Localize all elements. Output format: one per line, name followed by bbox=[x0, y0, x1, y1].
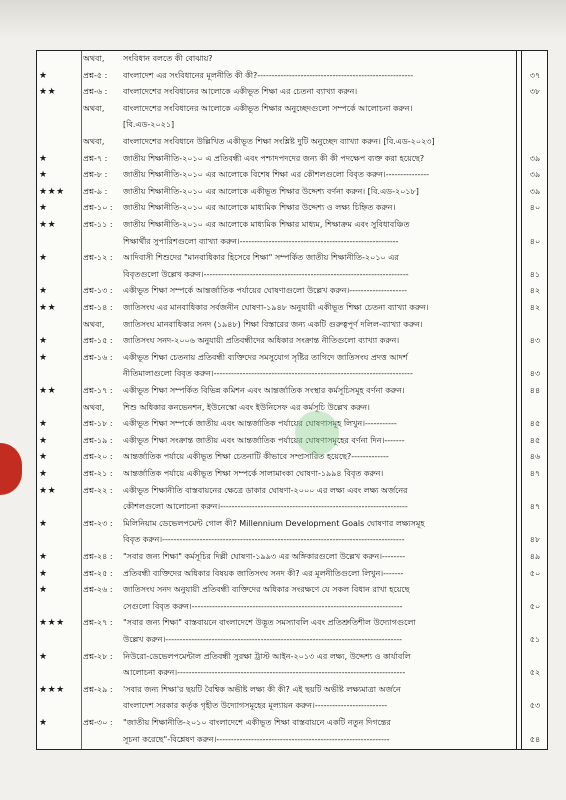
question-text: জাতীয় শিক্ষানীতি-২০১০ এর আলোকে মাধ্যমিক শিক্ষার উদ্দেশ্য ও লক্ষ্য চিহ্নিত করুন। bbox=[123, 203, 396, 213]
importance-stars: ★ bbox=[39, 585, 48, 596]
contents-row bbox=[37, 219, 549, 236]
question-text: জাতিসংঘ এর মানবাধিকার সর্বজনীন ঘোষণা-১৯৪৮ অনুযায়ী একীভূত শিক্ষা চেতনা ব্যাখ্যা করুন। bbox=[123, 303, 429, 312]
page-number: ৩৯ bbox=[529, 153, 541, 163]
question-label: প্রশ্ন-১৫ : bbox=[83, 336, 113, 346]
question-text: সূচনা করেছে"-বিশ্লেষণ করুন।------------------------------------------------------------ bbox=[123, 734, 390, 744]
page-number: ৪৪ bbox=[529, 386, 541, 395]
contents-row bbox=[37, 518, 549, 535]
question-text: "জাতীয় শিক্ষানীতি-২০১০ বাংলাদেশে একীভূত শিক্ষা বাস্তবায়নে একটি নতুন দিগন্তের bbox=[123, 718, 391, 727]
contents-row bbox=[37, 352, 549, 369]
contents-row bbox=[37, 53, 549, 70]
question-label: প্রশ্ন-৩০ : bbox=[83, 718, 113, 727]
question-text: জাতিসংঘ সনদ অনুযায়ী প্রতিবন্ধী ব্যক্তিদের অধিকার সংরক্ষণে যে সকল বিধান রাখা হয়েছে bbox=[123, 585, 410, 595]
question-label: প্রশ্ন-১৪ : bbox=[83, 303, 113, 312]
question-label: অথবা, bbox=[83, 402, 105, 412]
question-text: বাংলাদেশ সরকার কর্তৃক গৃহীত উদ্যোগসমূহের মূল্যায়ন করুন।------------------------- bbox=[123, 701, 387, 711]
importance-stars: ★ bbox=[39, 253, 48, 264]
question-text: জাতিসংঘ মানবাধিকার সনদ (১৯৪৮) শিক্ষা বিস্তারের জন্য একটি গুরুত্বপূর্ণ দলিল-ব্যাখ্যা করুন। bbox=[123, 319, 423, 329]
question-text: একীভূত শিক্ষানীতি বাস্তবায়নের ক্ষেত্রে ডাকার ঘোষণা-২০০০ এর লক্ষ্য এবং লক্ষ্য অর্জনের bbox=[123, 485, 408, 495]
contents-row bbox=[37, 485, 549, 502]
page-number: ৫২ bbox=[529, 668, 541, 678]
importance-stars: ★ bbox=[39, 336, 48, 347]
contents-row bbox=[37, 252, 549, 269]
question-label: প্রশ্ন-৭ : bbox=[83, 153, 108, 163]
contents-row bbox=[37, 202, 549, 219]
question-text: শিক্ষার্থীর সুপারিশগুলো ব্যাখ্যা করুন।------------------------------------------------------- bbox=[123, 236, 399, 246]
contents-row bbox=[37, 169, 549, 186]
question-text: প্রতিবন্ধী ব্যক্তিদের অধিকার বিষয়ক জাতিসংঘ সনদ কী? এর মূলনীতিগুলো লিখুন।------- bbox=[123, 568, 404, 578]
contents-row bbox=[37, 153, 549, 170]
importance-stars: ★ bbox=[39, 153, 48, 164]
question-text: নীতিমালাগুলো বিবৃত করুন।--------------------------------------------------------------------- bbox=[123, 369, 413, 379]
contents-row bbox=[37, 186, 549, 203]
red-bookmark-mark bbox=[0, 443, 22, 495]
question-label: প্রশ্ন-২০ : bbox=[83, 452, 113, 462]
importance-stars: ★ bbox=[39, 568, 48, 579]
importance-stars: ★★ bbox=[39, 386, 57, 396]
importance-stars: ★ bbox=[39, 651, 48, 662]
page-number: ৪৭ bbox=[529, 469, 541, 478]
contents-row bbox=[37, 468, 549, 485]
question-text: আন্তর্জাতিক পর্যায়ে একীভূত শিক্ষা সম্পর্কে সালামাংকা ঘোষণা-১৯৯৪ বিবৃত করুন। bbox=[123, 469, 384, 478]
importance-stars: ★★★ bbox=[39, 684, 65, 695]
importance-stars: ★★ bbox=[39, 303, 57, 313]
contents-row bbox=[37, 534, 549, 551]
importance-stars: ★★ bbox=[39, 220, 57, 230]
importance-stars: ★★★ bbox=[39, 618, 65, 629]
contents-row bbox=[37, 501, 549, 518]
question-text: জাতীয় শিক্ষানীতি-২০১০ এ প্রতিবন্ধী এবং পশ্চাদপদদের জন্য কী কী পদক্ষেপ ব্যক্ত করা হয়েছে? bbox=[123, 153, 425, 163]
contents-table bbox=[36, 50, 548, 750]
question-text: একীভূত শিক্ষা সম্পর্কে আন্তর্জাতিক পর্যায়ের ঘোষণাগুলো উল্লেখ করুন।-------------------- bbox=[123, 286, 407, 296]
question-label: প্রশ্ন-১৭ : bbox=[83, 386, 113, 395]
question-label: প্রশ্ন-১৮ : bbox=[83, 419, 113, 429]
contents-row bbox=[37, 651, 549, 668]
question-label: প্রশ্ন-১১ : bbox=[83, 220, 113, 229]
page-top-shadow bbox=[0, 0, 566, 40]
question-label: অথবা, bbox=[83, 103, 105, 113]
contents-row bbox=[37, 435, 549, 452]
question-text: কৌশলগুলো আলোচনা করুন।----------------------------------------------------------------- bbox=[123, 502, 408, 512]
page-number: ৪৩ bbox=[529, 369, 541, 379]
page-number: ৪৯ bbox=[529, 552, 541, 561]
question-label: প্রশ্ন-৮ : bbox=[83, 170, 108, 180]
question-label: প্রশ্ন-৫ : bbox=[83, 70, 108, 80]
contents-row bbox=[37, 368, 549, 385]
question-text: বাংলাদেশের সংবিধানের আলোকে একীভূত শিক্ষা এর চেতনা ব্যাখ্যা করুন। bbox=[123, 87, 358, 97]
contents-row bbox=[37, 451, 549, 468]
question-label: প্রশ্ন-২৩ : bbox=[83, 518, 113, 528]
importance-stars: ★ bbox=[39, 452, 48, 463]
watermark-stamp bbox=[295, 411, 339, 455]
page-number: ৪৫ bbox=[529, 419, 541, 429]
importance-stars: ★ bbox=[39, 469, 48, 479]
page-number: ৪৩ bbox=[529, 336, 541, 346]
contents-row bbox=[37, 617, 549, 634]
question-text: বাংলাদেশের সংবিধানে উল্লিখিত একীভূত শিক্ষা সংশ্লিষ্ট দুটি অনুচ্ছেদ ব্যাখ্যা করুন। [বি.এড-২০২৩] bbox=[123, 137, 435, 146]
question-text: একীভূত শিক্ষা সম্পর্কিত বিভিন্ন কমিশন এবং আন্তর্জাতিক সংস্থার কর্মসূচিসমূহ বর্ণনা করুন। bbox=[123, 386, 405, 395]
question-text: বাংলাদেশের সংবিধানের আলোকে একীভূত শিক্ষার অনুচ্ছেদগুলো সম্পর্কে আলোচনা করুন। bbox=[123, 103, 413, 113]
question-text: "সবার জন্য শিক্ষা" বাস্তবায়নে বাংলাদেশে উদ্ভূত সমস্যাবলি এবং প্রতিশ্রুতিশীল উদ্যোগগুলো bbox=[123, 618, 416, 628]
contents-row bbox=[37, 236, 549, 253]
question-label: প্রশ্ন-২৬ : bbox=[83, 585, 113, 595]
question-label: প্রশ্ন-২৮ : bbox=[83, 651, 113, 661]
page-number: ৪৫ bbox=[529, 435, 541, 445]
question-label: প্রশ্ন-১৬ : bbox=[83, 352, 113, 362]
contents-row bbox=[37, 667, 549, 684]
question-text: [বি.এড-২০২১] bbox=[123, 120, 175, 130]
contents-row bbox=[37, 717, 549, 734]
question-text: বিবৃতগুলো উল্লেখ করুন।----------------------------------------------------------------------- bbox=[123, 269, 409, 279]
question-text: মিলিনিয়াম ডেভেলপমেন্ট গোল কী? Millennium Development Goals ঘোষণার লক্ষ্যসমূহ bbox=[123, 518, 425, 528]
contents-row bbox=[37, 402, 549, 419]
page-number: ৪১ bbox=[529, 269, 541, 279]
question-text: আদিবাসী শিশুদের "মানবাধিকার হিসেবে শিক্ষা" সম্পর্কিত জাতীয় শিক্ষানীতি-২০১০ এর bbox=[123, 253, 399, 263]
contents-row bbox=[37, 551, 549, 568]
question-text: সংবিধান বলতে কী বোঝায়? bbox=[123, 54, 213, 63]
page-number: ৩৮ bbox=[529, 87, 541, 97]
question-text: শিশু অধিকার কনভেনশন, ইউনেস্কো এবং ইউনিসেফ এর কর্মসূচি উল্লেখ করুন। bbox=[123, 402, 370, 412]
page-number: ৩৯ bbox=[529, 170, 541, 180]
question-text: "সবার জন্য শিক্ষা" কর্মসূচির দিল্লী ঘোষণা-১৯৯৩ এর অঙ্গিকারগুলো উল্লেখ করুন।-------- bbox=[123, 552, 406, 561]
question-text: সেগুলো বিবৃত করুন।------------------------------------------------------------------------- bbox=[123, 601, 403, 611]
importance-stars: ★ bbox=[39, 419, 48, 430]
question-text: জাতিসংঘ সনদ-২০০৬ অনুযায়ী প্রতিবন্ধীদের অধিকার সংক্রান্ত নীতিগুলো ব্যাখ্যা করুন। bbox=[123, 336, 400, 346]
importance-stars: ★ bbox=[39, 518, 48, 529]
question-text: একীভূত শিক্ষা চেতনায় প্রতিবন্ধী ব্যক্তিদের সমসুযোগ সৃষ্টির তাগিদে জাতিসংঘ প্রদত্ত আদর্শ bbox=[123, 352, 408, 362]
contents-row bbox=[37, 285, 549, 302]
contents-row bbox=[37, 302, 549, 319]
contents-row bbox=[37, 136, 549, 153]
contents-row bbox=[37, 70, 549, 87]
question-text: 'সবার জন্য শিক্ষা'র ছয়টি বৈশ্বিক অভীষ্ট লক্ষ্য কী কী? এই ছয়টি অভীষ্ট লক্ষ্যমাত্রা অর্জনে bbox=[123, 684, 401, 694]
question-label: প্রশ্ন-২৭ : bbox=[83, 618, 113, 628]
contents-row bbox=[37, 103, 549, 120]
question-label: প্রশ্ন-২৯ : bbox=[83, 684, 113, 694]
question-label: অথবা, bbox=[83, 54, 105, 63]
question-text: নিউরো-ডেভেলপমেন্টাল প্রতিবন্ধী সুরক্ষা ট্রাস্ট আইন-২০১৩ এর লক্ষ্য, উদ্দেশ্য ও কার্যাবলি bbox=[123, 651, 411, 661]
contents-row bbox=[37, 319, 549, 336]
page-number: ৫০ bbox=[529, 568, 541, 578]
question-label: প্রশ্ন-২১ : bbox=[83, 469, 113, 478]
page-number: ৫০ bbox=[529, 601, 541, 611]
question-label: প্রশ্ন-১০ : bbox=[83, 203, 113, 213]
question-label: প্রশ্ন-৯ : bbox=[83, 186, 108, 196]
question-label: প্রশ্ন-১৩ : bbox=[83, 286, 113, 296]
question-label: প্রশ্ন-২৪ : bbox=[83, 552, 113, 561]
question-text: উল্লেখ করুন।---------------------------------------------------------------------------------- bbox=[123, 635, 403, 644]
question-text: আন্তর্জাতিক পর্যায়ে একীভূত শিক্ষা চেতনাটি কীভাবে সম্প্রসারিত হয়েছে?------------- bbox=[123, 452, 389, 462]
page-number: ৫৩ bbox=[529, 701, 541, 711]
question-text: বিবৃত করুন।------------------------------------------------------------------------------------ bbox=[123, 535, 405, 545]
page-number: ৪৬ bbox=[529, 452, 541, 462]
contents-row bbox=[37, 86, 549, 103]
contents-row bbox=[37, 584, 549, 601]
page-number: ৪৭ bbox=[529, 502, 541, 512]
importance-stars: ★ bbox=[39, 352, 48, 363]
importance-stars: ★ bbox=[39, 70, 48, 81]
contents-row bbox=[37, 269, 549, 286]
importance-stars: ★ bbox=[39, 203, 48, 214]
question-text: জাতীয় শিক্ষানীতি-২০১০ এর আলোকে বিশেষ শিক্ষা এর কৌশলগুলো বিবৃত করুন।--------------- bbox=[123, 170, 430, 180]
contents-row bbox=[37, 634, 549, 651]
contents-row bbox=[37, 684, 549, 701]
contents-row bbox=[37, 601, 549, 618]
contents-row bbox=[37, 700, 549, 717]
question-label: প্রশ্ন-২২ : bbox=[83, 485, 113, 495]
question-text: জাতীয় শিক্ষানীতি-২০১০ এর আলোকে মাধ্যমিক শিক্ষার মাধ্যম, শিক্ষাক্রম এবং সুবিধাবঞ্চিত bbox=[123, 220, 410, 229]
contents-row bbox=[37, 568, 549, 585]
question-label: প্রশ্ন-১৯ : bbox=[83, 435, 113, 445]
question-text: একীভূত শিক্ষা সংক্রান্ত জাতীয় এবং আন্তর্জাতিক পর্যায়ের ঘোষণাসমূহের বর্ণনা দিন।------- bbox=[123, 435, 405, 445]
question-label: অথবা, bbox=[83, 319, 105, 329]
page-number: ৫১ bbox=[529, 635, 541, 644]
importance-stars: ★ bbox=[39, 286, 48, 297]
importance-stars: ★★ bbox=[39, 485, 57, 496]
page-number: ৪২ bbox=[529, 303, 541, 312]
contents-row bbox=[37, 734, 549, 751]
importance-stars: ★★★ bbox=[39, 186, 65, 197]
contents-row bbox=[37, 119, 549, 136]
importance-stars: ★ bbox=[39, 552, 48, 562]
contents-row bbox=[37, 335, 549, 352]
question-label: অথবা, bbox=[83, 137, 105, 146]
page-number: ৪০ bbox=[529, 203, 541, 213]
importance-stars: ★★ bbox=[39, 87, 57, 98]
question-text: বাংলাদেশ এর সংবিধানের মূলনীতি কী কী?------------------------------------------------------ bbox=[123, 70, 414, 80]
importance-stars: ★ bbox=[39, 718, 48, 728]
question-text: একীভূত শিক্ষা সম্পর্কে জাতীয় এবং আন্তর্জাতিক পর্যায়ের ঘোষণাসমূহ লিখুন।----------- bbox=[123, 419, 397, 429]
contents-row bbox=[37, 385, 549, 402]
contents-row bbox=[37, 418, 549, 435]
question-label: প্রশ্ন-২৫ : bbox=[83, 568, 113, 578]
question-label: প্রশ্ন-১২ : bbox=[83, 253, 113, 263]
page-number: ৪২ bbox=[529, 286, 541, 296]
question-text: আলোচনা করুন।------------------------------------------------------------------------------- bbox=[123, 668, 406, 678]
question-text: জাতীয় শিক্ষানীতি-২০১০ এর আলোকে একীভূত শিক্ষার উদ্দেশ্য বর্ণনা করুন। [বি.এড-২০১৮] bbox=[123, 186, 419, 196]
question-label: প্রশ্ন-৬ : bbox=[83, 87, 108, 97]
page-number: ৪৮ bbox=[529, 535, 541, 545]
page-number: ৫৪ bbox=[529, 734, 541, 744]
importance-stars: ★ bbox=[39, 170, 48, 181]
page-number: ৪০ bbox=[529, 236, 541, 246]
importance-stars: ★ bbox=[39, 435, 48, 446]
page-number: ৩৯ bbox=[529, 186, 541, 196]
page-number: ৩৭ bbox=[529, 70, 541, 80]
